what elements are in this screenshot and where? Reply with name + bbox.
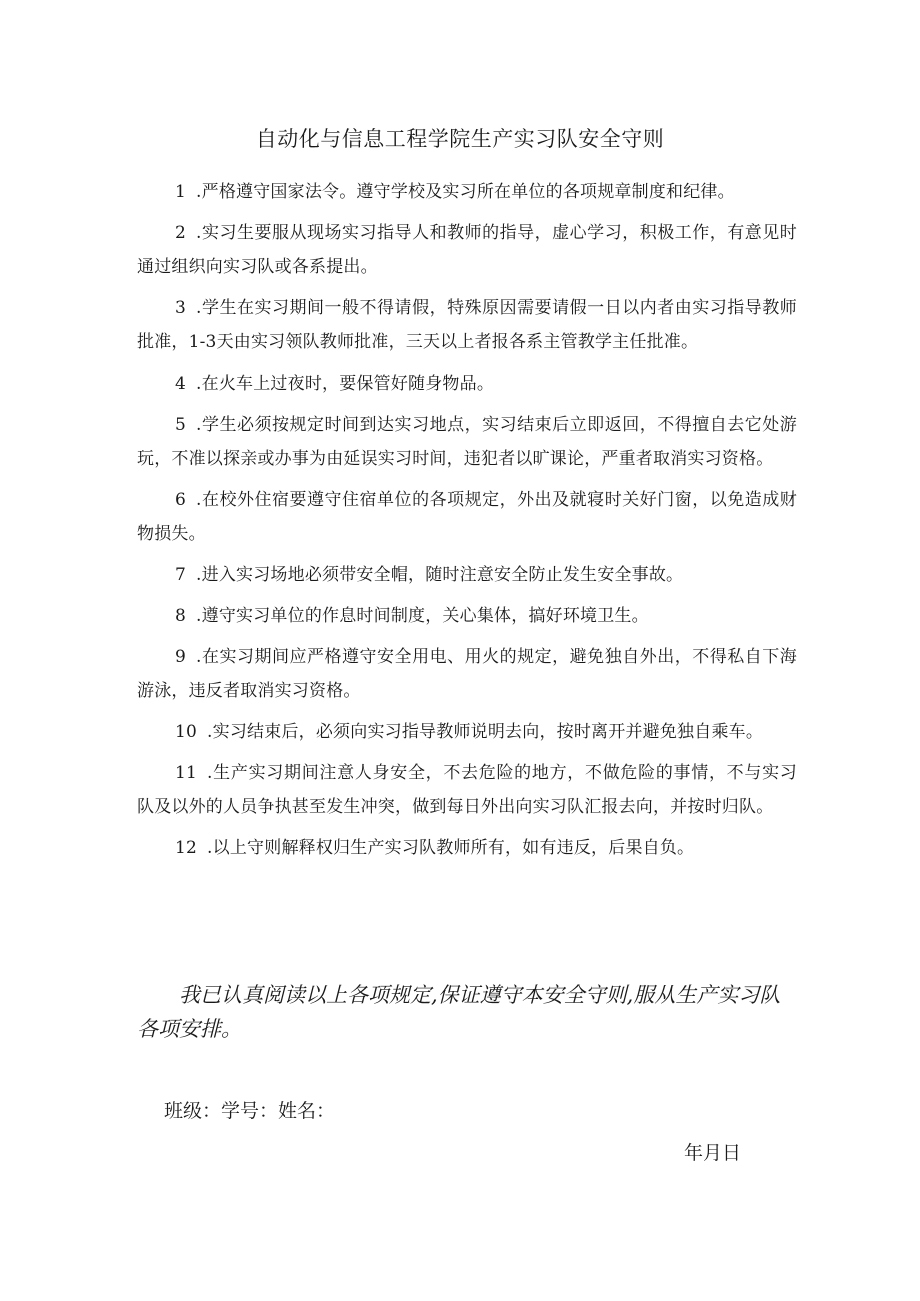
rule-item [137, 291, 797, 359]
rule-item [137, 175, 797, 209]
pledge-statement: 我已认真阅读以上各项规定,保证遵守本安全守则,服从生产实习队各项安排。 [137, 983, 781, 1041]
rule-item [137, 558, 797, 592]
rule-text: .学生必须按规定时间到达实习地点，实习结束后立即返回，不得擅自去它处游玩，不准以探亲或办事为由延误实习时间，违犯者以旷课论，严重者取消实习资格。 [137, 415, 797, 469]
rule-number: 7 [175, 565, 187, 585]
rule-number: 12 [175, 838, 198, 858]
rule-text: .在火车上过夜时，要保管好随身物品。 [196, 374, 495, 394]
rule-text: .严格遵守国家法令。遵守学校及实习所在单位的各项规章制度和纪律。 [196, 182, 735, 202]
rule-number: 4 [175, 374, 187, 394]
rule-text: .在校外住宿要遵守住宿单位的各项规定，外出及就寝时关好门窗，以免造成财物损失。 [137, 490, 797, 544]
rule-item [137, 640, 797, 708]
rule-item [137, 408, 797, 476]
rule-text: .实习结束后，必须向实习指导教师说明去向，按时离开并避免独自乘车。 [207, 722, 764, 742]
rule-text: .在实习期间应严格遵守安全用电、用火的规定，避免独自外出，不得私自下海游泳，违反者取消实习资格。 [137, 647, 797, 701]
rule-number: 3 [175, 298, 187, 318]
rule-text: .实习生要服从现场实习指导人和教师的指导，虚心学习，积极工作，有意见时通过组织向实习队或各系提出。 [137, 223, 797, 277]
rule-number: 2 [175, 223, 187, 243]
rules-list [137, 175, 797, 872]
rule-number: 1 [175, 182, 187, 202]
rule-text: .进入实习场地必须带安全帽，随时注意安全防止发生安全事故。 [196, 565, 684, 585]
rule-item [137, 367, 797, 401]
document-title: 自动化与信息工程学院生产实习队安全守则 [255, 127, 665, 151]
rule-number: 9 [175, 647, 187, 667]
rule-number: 5 [175, 415, 187, 435]
rule-number: 11 [175, 763, 198, 783]
signature-line: 班级：学号：姓名： [164, 1100, 336, 1122]
rule-item [137, 831, 797, 865]
rule-text: .生产实习期间注意人身安全，不去危险的地方，不做危险的事情，不与实习队及以外的人员争执甚至发生冲突，做到每日外出向实习队汇报去向，并按时归队。 [137, 763, 797, 817]
date-line: 年月日 [684, 1142, 742, 1164]
rule-item [137, 756, 797, 824]
rule-number: 6 [175, 490, 187, 510]
rule-item [137, 483, 797, 551]
rule-number: 8 [175, 606, 187, 626]
rule-item [137, 599, 797, 633]
rule-item [137, 715, 797, 749]
rule-item [137, 216, 797, 284]
rule-text: .以上守则解释权归生产实习队教师所有，如有违反，后果自负。 [207, 838, 695, 858]
rule-text: .遵守实习单位的作息时间制度，关心集体，搞好环境卫生。 [196, 606, 649, 626]
rule-number: 10 [175, 722, 198, 742]
rule-text: .学生在实习期间一般不得请假，特殊原因需要请假一日以内者由实习指导教师批准，1-3天由实习领队教师批准，三天以上者报各系主管教学主任批准。 [137, 298, 797, 352]
